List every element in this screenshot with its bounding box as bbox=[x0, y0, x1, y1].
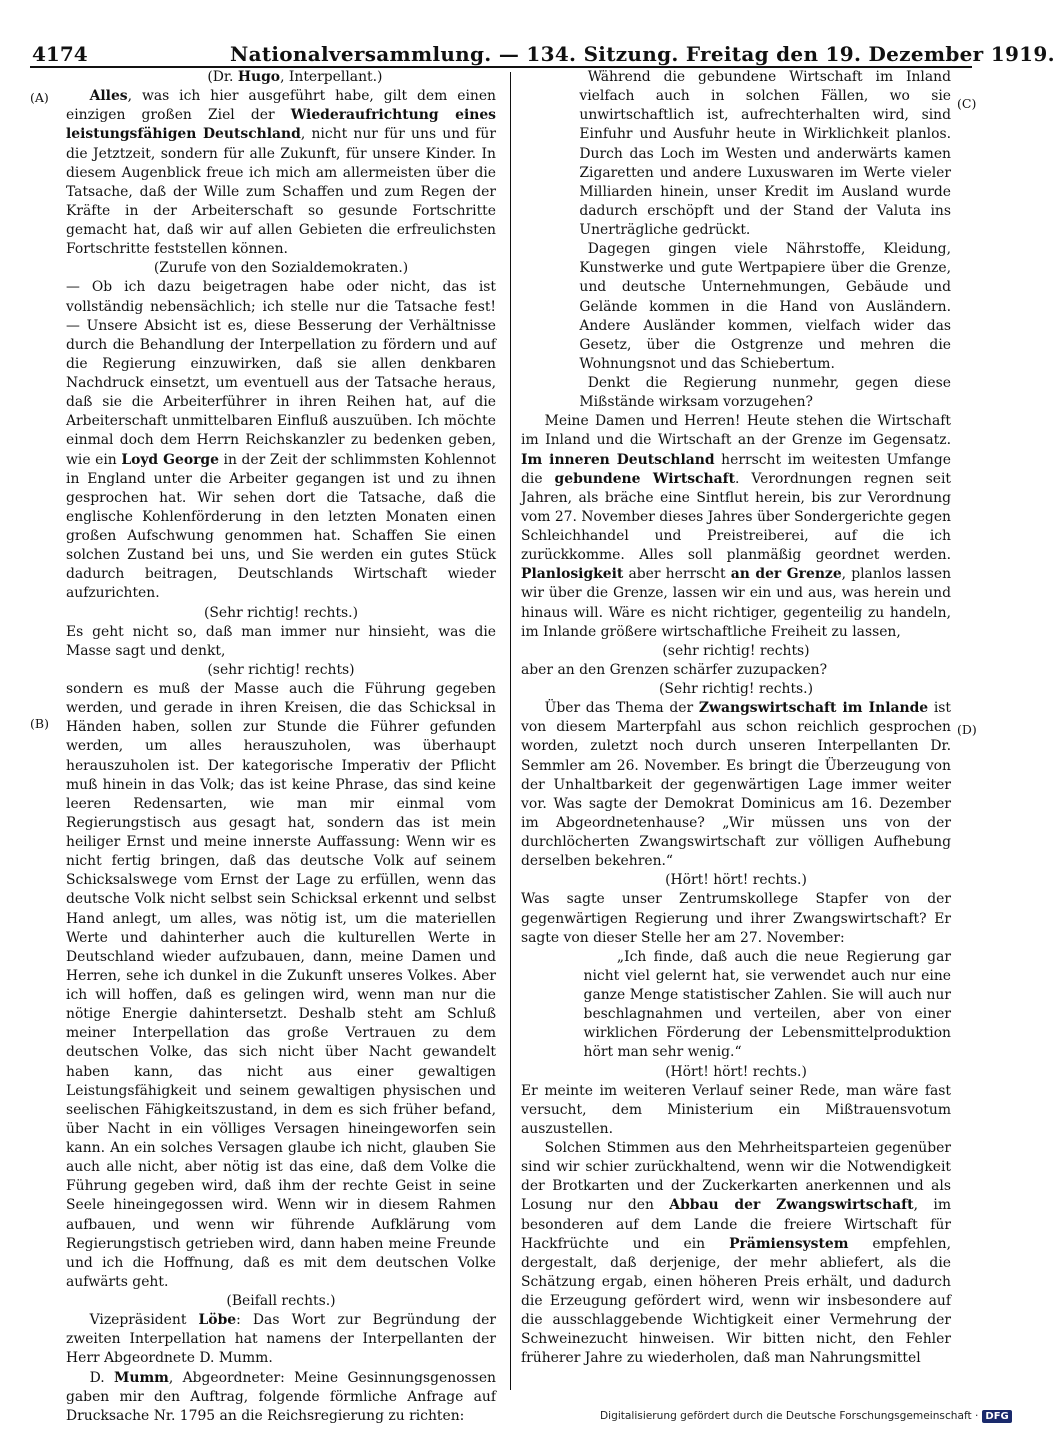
right-column-paragraph: aber an den Grenzen schärfer zuzupacken? bbox=[521, 661, 828, 678]
page-header bbox=[30, 38, 1055, 68]
right-column-paragraph: Er meinte im weiteren Verlauf seiner Rede, man wäre fast versucht, dem Ministerium ein Mißtrauensvotum auszustellen. bbox=[521, 1082, 951, 1137]
right-column-paragraph: „Ich finde, daß auch die neue Regierung gar nicht viel gelernt hat, sie verwendet auch nur eine ganze Menge statistischer Zahlen. Sie will auch nur beschlagnahmen und verteilen, aber von einer wirklichen Förderung der Lebensmittelproduktion hört man sehr wenig.“ bbox=[583, 948, 951, 1061]
right-column-paragraph: Während die gebundene Wirtschaft im Inland vielfach auch in solchen Fällen, wo sie unwirtschaftlich ist, aufrechterhalten wird, sind Einfuhr und Ausfuhr heute in Wirklichkeit planlos. Durch das Loch im Westen und anderwärts kamen Zigaretten und andere Luxuswaren im Werte vieler Milliarden hinein, unser Kredit im Ausland wurde dadurch erschöpft und der Stand der Valuta ins Unerträgliche gedrückt. bbox=[579, 69, 951, 238]
right-column-paragraph: Denkt die Regierung nunmehr, gegen diese Mißstände wirksam vorzugehen? bbox=[579, 375, 951, 411]
left-column bbox=[66, 68, 496, 1424]
dfg-logo: DFG bbox=[982, 1410, 1011, 1423]
credit-text: Digitalisierung gefördert durch die Deutsche Forschungsgemeinschaft · bbox=[600, 1410, 979, 1422]
right-column-paragraph: (Hört! hört! rechts.) bbox=[665, 1063, 807, 1080]
right-column-paragraph: Meine Damen und Herren! Heute stehen die Wirtschaft im Inland und die Wirtschaft an der Grenze im Gegensatz. Im inneren Deutschland herrscht im weitesten Umfange die gebundene Wirtschaft. Verordnungen regnen seit Jahren, als bräche eine Sintflut herein, bis zur Verordnung vom 27. November dieses Jahres über Sondergerichte gegen Schleichhandel und Preistreiberei, auf die ich zurückkomme. Alles soll planmäßig geordnet werden. Planlosigkeit aber herrscht an der Grenze, planlos lassen wir über die Grenze, lassen wir ein und aus, was herein und hinaus will. Wäre es nicht richtiger, gegenteilig zu handeln, im Inlande größere wirtschaftliche Freiheit zu lassen, bbox=[521, 413, 952, 640]
left-column-paragraph: Es geht nicht so, daß man immer nur hinsieht, was die Masse sagt und denkt, bbox=[66, 623, 496, 659]
left-column-paragraph: Vizepräsident Löbe: Das Wort zur Begründung der zweiten Interpellation hat namens der Interpellanten der Herr Abgeordnete D. Mumm. bbox=[66, 1312, 496, 1367]
left-column-paragraph: D. Mumm, Abgeordneter: Meine Gesinnungsgenossen gaben mir den Auftrag, folgende förmliche Anfrage auf Drucksache Nr. 1795 an die Reichsregierung zu richten: bbox=[66, 1369, 496, 1424]
right-column-paragraph: Solchen Stimmen aus den Mehrheitsparteien gegenüber sind wir schier zurückhaltend, wenn wir die Notwendigkeit der Brotkarten und der Zuckerkarten anerkennen und als Losung nur den Abbau der Zwangswirtschaft, im besonderen auf dem Lande die freiere Wirtschaft für Hackfrüchte und ein Prämiensystem empfehlen, dergestalt, daß derjenige, der mehr abliefert, als die Schätzung ergab, einen höheren Preis erhält, und dadurch die Erzeugung gefördert wird, wenn wir insbesondere auf die ausschlaggebende Wichtigkeit einer Vermehrung der Schweinezucht hinweisen. Wir bitten nicht, den Fehler früherer Jahre zu wiederholen, daß man Nahrungsmittel bbox=[521, 1140, 952, 1367]
running-title: Nationalversammlung. — 134. Sitzung. Freitag den 19. Dezember 1919. bbox=[230, 42, 1055, 66]
left-column-paragraph: (Beifall rechts.) bbox=[226, 1293, 336, 1309]
left-column-paragraph: Alles, was ich hier ausgeführt habe, gilt dem einen einzigen großen Ziel der Wiederaufrichtung eines leistungsfähigen Deutschland, nicht nur für uns und für die Jetztzeit, sondern für alle Zukunft, für unsere Kinder. In diesem Augenblick freue ich mich am allermeisten über die Tatsache, daß der Wille zum Schaffen und zum Regen der Kräfte in der Arbeiterschaft so gesunde Fortschritte gemacht hat, daß wir auf allen Gebieten die erfreulichsten Fortschritte feststellen können. bbox=[66, 88, 496, 258]
margin-mark-d: (D) bbox=[957, 722, 977, 737]
right-column-paragraph: Dagegen gingen viele Nährstoffe, Kleidung, Kunstwerke und gute Wertpapiere über die Grenze, und deutsche Unternehmungen, Gebäude und Gelände kommen in die Hand von Ausländern. Andere Ausländer kommen, vielfach wider das Gesetz, über die Ostgrenze und mehren die Wohnungsnot und das Schiebertum. bbox=[579, 241, 951, 372]
margin-mark-a: (A) bbox=[30, 90, 49, 105]
left-column-paragraph: (Dr. Hugo, Interpellant.) bbox=[207, 69, 383, 85]
digitization-credit bbox=[600, 1410, 1009, 1428]
left-column-paragraph: (Zurufe von den Sozialdemokraten.) bbox=[153, 260, 409, 277]
right-column-paragraph: Über das Thema der Zwangswirtschaft im Inlande ist von diesem Marterpfahl aus schon reichlich gesprochen worden, zuletzt noch durch unseren Interpellanten Dr. Semmler am 26. November. Es bringt die Überzeugung von der Unhaltbarkeit der gegenwärtigen Lage immer weiter vor. Was sagte der Demokrat Dominicus am 16. Dezember im Abgeordnetenhause? „Wir müssen uns von der durchlöcherten Zwangswirtschaft zur völligen Aufhebung derselben bekehren.“ bbox=[521, 700, 952, 870]
left-column-paragraph: — Ob ich dazu beigetragen habe oder nicht, das ist vollständig nebensächlich; ich stelle nur die Tatsache fest! — Unsere Absicht ist es, diese Besserung der Verhältnisse durch die Behandlung der Interpellation zu fördern und auf die Regierung einzuwirken, daß sie allen denkbaren Nachdruck einsetzt, um eventuell aus der Tatsache heraus, daß sie die Arbeiterführer in ihren Reihen hat, auf die Arbeiterschaft unmittelbaren Einfluß auszuüben. Ich möchte einmal doch dem Herrn Reichskanzler zu bedenken geben, wie ein Loyd George in der Zeit der schlimmsten Kohlennot in England unter die Arbeiter gegangen ist und zu ihnen gesprochen hat. Wir sehen dort die Tatsache, daß die englische Kohlenförderung in den letzten Monaten einen großen Aufschwung genommen hat. Schaffen Sie einen solchen Zustand bei uns, und Sie werden ein gutes Stück dadurch beitragen, Deutschlands Wirtschaft wieder aufzurichten. bbox=[66, 279, 496, 602]
right-column-paragraph: Was sagte unser Zentrumskollege Stapfer von der gegenwärtigen Regierung und ihrer Zwangswirtschaft? Er sagte von dieser Stelle her am 27. November: bbox=[521, 891, 951, 946]
right-column-paragraph: (sehr richtig! rechts) bbox=[662, 642, 810, 659]
left-column-paragraph: (sehr richtig! rechts) bbox=[207, 661, 355, 678]
left-column-paragraph: sondern es muß der Masse auch die Führung gegeben werden, und gerade in ihren Kreisen, die das Schicksal in Händen haben, sollen zur Stunde die Führer gefunden werden, um alles herauszuholen, was überhaupt herauszuholen ist. Der kategorische Imperativ der Pflicht muß hinein in das Volk; das ist keine Phrase, das sind keine leeren Redensarten, wie man mir einmal vom Regierungstisch aus gesagt hat, sondern das ist mein heiliger Ernst und meine innerste Auffassung: Wenn wir es nicht fertig bringen, daß das deutsche Volk auf seinem Schicksalswege vom Ernst der Lage zu erfüllen, wenn das deutsche Volk nicht selbst sein Schicksal erkennt und selbst Hand anlegt, um alles, was nötig ist, um die materiellen Werte und dahinterher auch die kulturellen Werte in Deutschland wieder aufzubauen, dann, meine Damen und Herren, sehe ich dunkel in die Zukunft unseres Volkes. Aber ich will hoffen, daß es gelingen wird, wenn man nur die nötige Energie dahintersetzt. Deshalb steht am Schluß meiner Interpellation das große Vertrauen zu dem deutschen Volke, das sich nicht über Nacht gewandelt haben kann, das nicht aus einer gewaltigen Leistungsfähigkeit und seinem gewaltigen physischen und seelischen Fähigkeitszustand, in dem es sich früher befand, über Nacht in ein völliges Versagen hineingeworfen sein kann. An ein solches Versagen glaube ich nicht, glauben Sie auch alle nicht, aber nötig ist das eine, daß dem Volke die Führung gegeben wird, daß ihm der rechte Geist in seine Seele hineingegossen wird. Wenn wir in diesem Rahmen aufbauen, und wenn wir führende Aufklärung vom Regierungstisch getrieben wird, dann haben meine Freunde und ich die Hoffnung, daß es mit dem deutschen Volke aufwärts geht. bbox=[66, 681, 496, 1290]
right-column-paragraph: (Hört! hört! rechts.) bbox=[665, 872, 807, 889]
margin-mark-b: (B) bbox=[30, 716, 49, 731]
right-column-paragraph: (Sehr richtig! rechts.) bbox=[658, 681, 813, 697]
column-divider bbox=[510, 72, 511, 1390]
page-number: 4174 bbox=[32, 42, 88, 66]
left-column-paragraph: (Sehr richtig! rechts.) bbox=[203, 604, 358, 621]
margin-mark-c: (C) bbox=[957, 96, 977, 111]
right-column bbox=[521, 68, 951, 1390]
